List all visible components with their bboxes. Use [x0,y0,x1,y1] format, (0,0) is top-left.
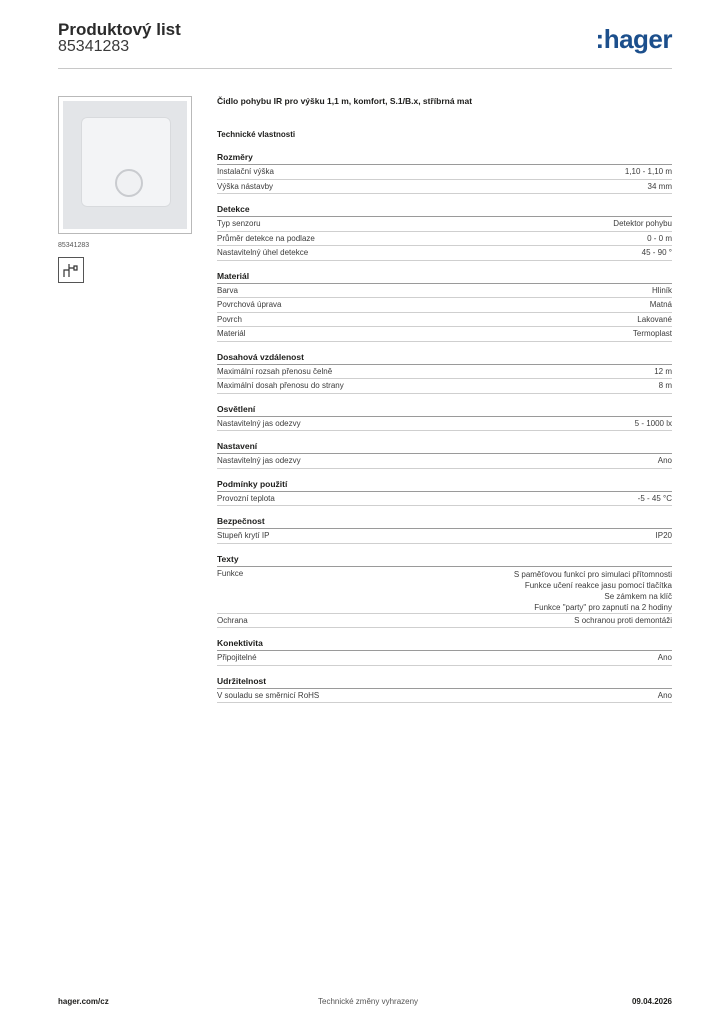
spec-label: Barva [217,285,238,295]
spec-label: Připojitelné [217,653,257,662]
spec-value: Ano [657,456,672,465]
page-footer [58,997,672,1011]
spec-value: -5 - 45 °C [637,493,672,503]
hager-logo: :hager [595,24,672,54]
image-caption: 85341283 [58,242,90,249]
spec-row [217,417,672,432]
spec-label: Nastavitelný jas odezvy [217,456,301,465]
spec-label: Nastavitelný jas odezvy [217,418,301,428]
spec-value: S paměťovou funkcí pro simulaci přítomnosti Funkce učení reakce jasu pomocí tlačítka Se zámkem na klíč Funkce "party" pro zapnutí na 2 hodiny [513,569,672,612]
spec-group [217,271,672,342]
footer-date: 09.04.2026 [631,997,672,1006]
spec-label: Výška nástavby [217,181,274,191]
header-divider [58,68,672,69]
spec-label: Povrchová úprava [217,300,282,309]
spec-label: Povrch [217,314,242,324]
spec-row [217,165,672,180]
spec-row [217,217,672,232]
spec-group [217,676,672,704]
spec-group-title: Materiál [217,271,672,284]
spec-row [217,689,672,704]
spec-groups [217,152,672,703]
spec-label: Ochrana [217,615,248,625]
spec-label: Průměr detekce na podlaze [217,233,315,243]
product-image-frame [58,96,192,234]
spec-row [217,284,672,299]
spec-label: Funkce [217,568,244,578]
spec-label: Nastavitelný úhel detekce [217,248,309,257]
spec-value: S ochranou proti demontáži [574,615,672,625]
spec-value: 5 - 1000 lx [634,418,672,428]
spec-label: Maximální rozsah přenosu čelně [217,366,333,376]
spec-row [217,246,672,261]
spec-group [217,204,672,261]
spec-value: Ano [657,653,672,662]
product-description: Čidlo pohybu IR pro výšku 1,1 m, komfort, S.1/B.x, stříbrná mat [217,96,473,106]
spec-value: 12 m [654,366,672,376]
spec-label: Stupeň krytí IP [217,531,270,540]
spec-value: Detektor pohybu [613,219,672,228]
spec-value: 0 - 0 m [647,233,672,243]
product-number: 85341283 [58,38,130,55]
spec-group [217,638,672,666]
spec-group [217,479,672,507]
spec-value: 1,10 - 1,10 m [624,167,672,176]
spec-group-title: Rozměry [217,152,672,165]
spec-row [217,379,672,394]
spec-group [217,404,672,432]
spec-value: IP20 [655,531,672,540]
spec-group [217,516,672,544]
spec-group-title: Osvětlení [217,404,672,417]
spec-group-title: Konektivita [217,638,672,651]
spec-value: Hliník [651,285,672,295]
spec-row [217,327,672,342]
spec-group-title: Udržitelnost [217,676,672,689]
spec-label: V souladu se směrnicí RoHS [217,690,320,700]
spec-row [217,454,672,469]
section-title: Technické vlastnosti [217,130,296,139]
spec-row [217,365,672,380]
spec-group-title: Podmínky použití [217,479,672,492]
spec-row [217,529,672,544]
spec-row [217,614,672,629]
product-image [63,101,187,229]
spec-label: Materiál [217,329,246,338]
spec-value: 34 mm [647,181,672,191]
spec-row [217,232,672,247]
footer-website: hager.com/cz [58,997,109,1006]
spec-row [217,567,672,614]
spec-group-title: Bezpečnost [217,516,672,529]
document-title: Produktový list [58,20,181,39]
sensor-button [115,169,143,197]
spec-group-title: Nastavení [217,441,672,454]
page-header [58,20,672,68]
spec-row [217,492,672,507]
spec-row [217,298,672,313]
spec-value: Lakované [637,314,672,324]
spec-value: Matná [649,300,672,309]
spec-group [217,352,672,394]
spec-label: Maximální dosah přenosu do strany [217,381,344,390]
spec-row [217,180,672,195]
spec-label: Instalační výška [217,167,274,176]
spec-row [217,313,672,328]
product-media [58,96,192,283]
spec-group-title: Dosahová vzdálenost [217,352,672,365]
spec-group [217,554,672,629]
spec-label: Provozní teplota [217,493,275,503]
spec-label: Typ senzoru [217,219,261,228]
spec-row [217,651,672,666]
spec-value: 8 m [658,381,672,390]
spec-group [217,441,672,469]
footer-note: Technické změny vyhrazeny [318,997,419,1006]
spec-group [217,152,672,194]
installation-icon [58,257,84,283]
spec-value: Ano [657,690,672,700]
spec-group-title: Texty [217,554,672,567]
spec-value: 45 - 90 ° [641,248,672,257]
spec-group-title: Detekce [217,204,672,217]
spec-value: Termoplast [632,329,672,338]
product-details [217,96,672,703]
